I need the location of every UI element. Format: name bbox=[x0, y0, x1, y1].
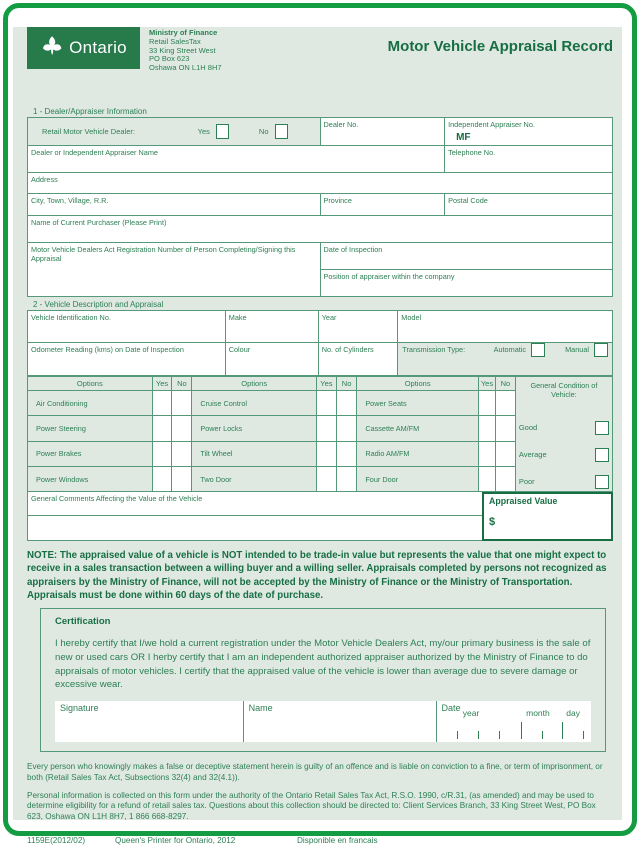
offence-statement: Every person who knowingly makes a false or deceptive statement herein is guilty of an offence and is liable on conviction to a fine, or term of imprisonment, or both (Retail Sales Tax Act, Subsections 32(4) and 32(4.1)). bbox=[27, 761, 603, 782]
dealer-question-cell bbox=[28, 117, 321, 145]
dealer-no-field[interactable] bbox=[320, 117, 445, 145]
options-header: Options bbox=[28, 376, 153, 390]
form-number: 1159E(2012/02) bbox=[27, 836, 86, 845]
option-yes-cell[interactable] bbox=[479, 441, 496, 467]
option-yes-cell[interactable] bbox=[152, 391, 172, 416]
form-content-panel bbox=[13, 27, 622, 845]
no-label: No bbox=[258, 126, 269, 136]
option-label-cell: Tilt Wheel bbox=[192, 441, 317, 467]
form-title: Motor Vehicle Appraisal Record bbox=[387, 38, 613, 55]
dealer-no-checkbox[interactable] bbox=[275, 124, 288, 139]
no-header: No bbox=[336, 376, 356, 390]
year-label: Year bbox=[321, 312, 337, 322]
name-field[interactable] bbox=[243, 701, 436, 742]
general-condition-title: General Condition of Vehicle: bbox=[530, 380, 598, 399]
french-availability: Disponible en francais bbox=[297, 836, 378, 845]
manual-checkbox[interactable] bbox=[594, 343, 608, 357]
option-yes-cell[interactable] bbox=[316, 416, 336, 442]
ministry-line: Ministry of Finance bbox=[149, 28, 218, 37]
condition-poor-checkbox[interactable] bbox=[595, 475, 609, 489]
option-yes-cell[interactable] bbox=[479, 391, 496, 416]
date-day-label: day bbox=[566, 707, 580, 718]
independent-appraiser-no-value: MF bbox=[456, 131, 471, 143]
ontario-logo bbox=[27, 27, 140, 69]
vehicle-description-table bbox=[27, 310, 613, 376]
general-condition-cell bbox=[515, 376, 612, 491]
yes-header: Yes bbox=[152, 376, 172, 390]
option-label-cell: Power Windows bbox=[28, 467, 153, 492]
registration-number-label: Motor Vehicle Dealers Act Registration Number of Person Completing/Signing this Appraisal bbox=[31, 244, 296, 263]
option-label-cell: Power Seats bbox=[357, 391, 479, 416]
section2-title: 2 - Vehicle Description and Appraisal bbox=[33, 299, 164, 309]
odometer-label: Odometer Reading (kms) on Date of Inspection bbox=[31, 344, 184, 354]
option-no-cell[interactable] bbox=[495, 391, 515, 416]
automatic-checkbox[interactable] bbox=[531, 343, 545, 357]
yes-header: Yes bbox=[479, 376, 496, 390]
options-header: Options bbox=[192, 376, 317, 390]
currency-symbol: $ bbox=[489, 515, 496, 528]
signature-label: Signature bbox=[60, 702, 99, 713]
option-label-cell: Power Brakes bbox=[28, 441, 153, 467]
no-header: No bbox=[172, 376, 192, 390]
ontario-logo-text: Ontario bbox=[69, 38, 127, 57]
year-field[interactable] bbox=[318, 310, 398, 342]
date-tick bbox=[499, 731, 500, 739]
option-yes-cell[interactable] bbox=[479, 416, 496, 442]
transmission-cell bbox=[398, 342, 613, 375]
certification-signature-row bbox=[55, 701, 591, 742]
appraised-value-label: Appraised Value bbox=[489, 495, 558, 506]
option-no-cell[interactable] bbox=[495, 416, 515, 442]
option-yes-cell[interactable] bbox=[152, 441, 172, 467]
province-label: Province bbox=[323, 195, 352, 205]
certification-body: I hereby certify that I/we hold a current registration under the Motor Vehicle Dealers Act, my/our primary business is the sale of new or used cars OR I herby certify that I am an independent authorized appraiser authorized by the Ministry of Finance to do appraisals of motor vehicles. I certify that the appraised value of the vehicle is lower than average due to severe damage or excessive wear. bbox=[55, 638, 591, 691]
ministry-line: Oshawa ON L1H 8H7 bbox=[149, 63, 222, 73]
date-field[interactable] bbox=[436, 701, 591, 742]
transmission-label: Transmission Type: bbox=[402, 345, 466, 355]
option-yes-cell[interactable] bbox=[479, 467, 496, 492]
odometer-field[interactable] bbox=[28, 342, 226, 375]
model-label: Model bbox=[401, 312, 422, 322]
date-tick bbox=[562, 722, 563, 739]
option-yes-cell[interactable] bbox=[316, 391, 336, 416]
make-label: Make bbox=[228, 312, 247, 322]
option-yes-cell[interactable] bbox=[152, 416, 172, 442]
comments-appraised-row bbox=[27, 492, 613, 541]
option-label-cell: Four Door bbox=[357, 467, 479, 492]
option-no-cell[interactable] bbox=[172, 416, 192, 442]
address-label: Address bbox=[31, 174, 58, 184]
vin-label: Vehicle Identification No. bbox=[31, 312, 111, 322]
ministry-line: Retail SalesTax bbox=[149, 36, 201, 46]
date-tick bbox=[521, 722, 522, 739]
telephone-label: Telephone No. bbox=[448, 147, 496, 157]
date-tick bbox=[457, 731, 458, 739]
province-field[interactable] bbox=[320, 193, 445, 215]
option-yes-cell[interactable] bbox=[316, 467, 336, 492]
privacy-statement: Personal information is collected on this form under the authority of the Ontario Retail Sales Tax Act, R.S.O. 1990, c/R.31, (as amended) and may be used to determine eligibility for a refund of retail sales tax. Questions about this collection should be directed to: Client Services Branch, 33 King Street West, PO Box 623, Oshawa ON L1H 8H7, 1 866 668-8297. bbox=[27, 790, 596, 822]
appraiser-position-label: Position of appraiser within the company bbox=[323, 271, 455, 281]
options-header: Options bbox=[357, 376, 479, 390]
condition-good-checkbox[interactable] bbox=[595, 421, 609, 435]
option-no-cell[interactable] bbox=[336, 441, 356, 467]
option-label-cell: Cruise Control bbox=[192, 391, 317, 416]
option-no-cell[interactable] bbox=[495, 467, 515, 492]
appraised-value-field[interactable] bbox=[482, 492, 613, 541]
dealer-no-label: Dealer No. bbox=[323, 119, 359, 129]
option-label-cell: Air Conditioning bbox=[28, 391, 153, 416]
option-no-cell[interactable] bbox=[495, 441, 515, 467]
no-header: No bbox=[495, 376, 515, 390]
purchaser-field[interactable] bbox=[28, 215, 613, 242]
option-no-cell[interactable] bbox=[336, 467, 356, 492]
appraiser-name-label: Dealer or Independent Appraiser Name bbox=[31, 147, 158, 157]
colour-label: Colour bbox=[228, 344, 251, 354]
yes-header: Yes bbox=[316, 376, 336, 390]
independent-appraiser-no-label: Independent Appraiser No. bbox=[448, 119, 535, 129]
vin-field[interactable] bbox=[28, 310, 226, 342]
date-tick bbox=[542, 731, 543, 739]
condition-average-label: Average bbox=[518, 450, 547, 460]
manual-label: Manual bbox=[565, 345, 589, 355]
option-label-cell: Power Steering bbox=[28, 416, 153, 442]
city-label: City, Town, Village, R.R. bbox=[31, 195, 109, 205]
dealer-yes-checkbox[interactable] bbox=[216, 124, 229, 139]
postal-code-label: Postal Code bbox=[448, 195, 488, 205]
note-paragraph: NOTE: The appraised value of a vehicle is NOT intended to be trade-in value but represents the value that one might expect to receive in a sales transaction between a willing buyer and a willing seller. Appraisals completed by persons not recognized as appraisers by the Ministry of Finance, will not be accepted by the Ministry of Finance or the Ministry of Transportation. Appraisals must be done within 60 days of the date of purchase. bbox=[27, 549, 607, 602]
model-field[interactable] bbox=[398, 310, 613, 342]
general-comments-field[interactable] bbox=[27, 492, 483, 541]
dealer-question-label: Retail Motor Vehicle Dealer: bbox=[42, 126, 135, 136]
ministry-address-block bbox=[149, 27, 222, 73]
option-yes-cell[interactable] bbox=[152, 467, 172, 492]
general-comments-label: General Comments Affecting the Value of the Vehicle bbox=[28, 492, 482, 516]
make-field[interactable] bbox=[225, 310, 318, 342]
signature-field[interactable] bbox=[55, 701, 243, 742]
footer-line bbox=[27, 836, 613, 845]
date-month-label: month bbox=[526, 707, 550, 718]
date-of-inspection-label: Date of Inspection bbox=[323, 244, 383, 254]
automatic-label: Automatic bbox=[493, 345, 527, 355]
section1-title: 1 - Dealer/Appraiser Information bbox=[33, 106, 147, 116]
yes-label: Yes bbox=[197, 126, 210, 136]
ministry-line: PO Box 623 bbox=[149, 54, 190, 64]
appraiser-name-field[interactable] bbox=[28, 145, 445, 172]
option-yes-cell[interactable] bbox=[316, 441, 336, 467]
purchaser-label: Name of Current Purchaser (Please Print) bbox=[31, 217, 167, 227]
form-header bbox=[27, 27, 613, 73]
printer-credit: Queen's Printer for Ontario, 2012 bbox=[115, 836, 236, 845]
option-no-cell[interactable] bbox=[336, 391, 356, 416]
name-label: Name bbox=[248, 702, 273, 713]
option-no-cell[interactable] bbox=[172, 441, 192, 467]
date-label: Date bbox=[441, 702, 461, 713]
condition-poor-label: Poor bbox=[518, 477, 535, 487]
date-year-label: year bbox=[462, 707, 480, 718]
options-table bbox=[27, 376, 613, 492]
cylinders-label: No. of Cylinders bbox=[321, 344, 374, 354]
option-no-cell[interactable] bbox=[172, 391, 192, 416]
certification-title: Certification bbox=[55, 616, 111, 628]
section1-table bbox=[27, 117, 613, 297]
appraiser-position-field[interactable] bbox=[321, 270, 613, 295]
option-no-cell[interactable] bbox=[336, 416, 356, 442]
trillium-icon bbox=[40, 34, 64, 63]
option-label-cell: Radio AM/FM bbox=[357, 441, 479, 467]
condition-good-label: Good bbox=[518, 423, 538, 433]
registration-number-field[interactable] bbox=[28, 242, 321, 296]
cylinders-field[interactable] bbox=[318, 342, 398, 375]
date-of-inspection-field[interactable] bbox=[321, 243, 613, 270]
colour-field[interactable] bbox=[225, 342, 318, 375]
date-tick bbox=[583, 731, 584, 739]
independent-appraiser-no-field[interactable] bbox=[445, 117, 613, 145]
option-label-cell: Two Door bbox=[192, 467, 317, 492]
telephone-field[interactable] bbox=[445, 145, 613, 172]
general-comments-line2[interactable] bbox=[28, 516, 482, 540]
condition-average-checkbox[interactable] bbox=[595, 448, 609, 462]
certification-box bbox=[40, 608, 606, 751]
option-label-cell: Cassette AM/FM bbox=[357, 416, 479, 442]
option-label-cell: Power Locks bbox=[192, 416, 317, 442]
option-no-cell[interactable] bbox=[172, 467, 192, 492]
address-field[interactable] bbox=[28, 172, 613, 193]
date-tick bbox=[478, 731, 479, 739]
city-field[interactable] bbox=[28, 193, 321, 215]
postal-code-field[interactable] bbox=[445, 193, 613, 215]
ministry-line: 33 King Street West bbox=[149, 45, 216, 55]
